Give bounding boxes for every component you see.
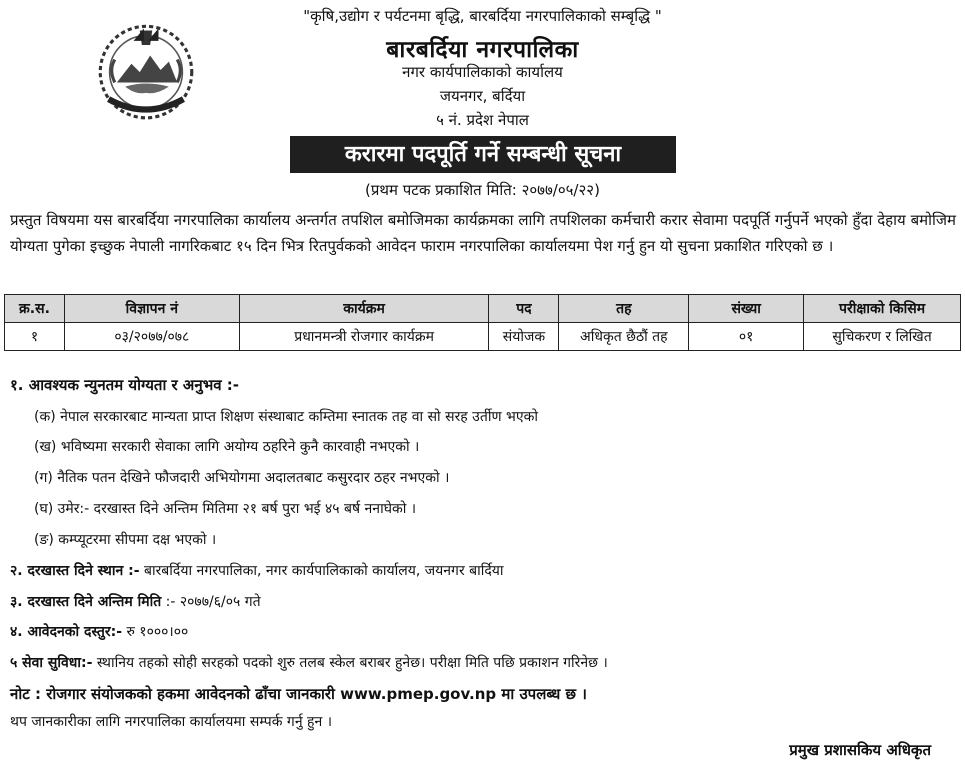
- requirement-item: (क) नेपाल सरकारबाट मान्यता प्राप्त शिक्षण संस्थाबाट कम्तिमा स्नातक तह वा सो सरह उर्तीण भएको: [34, 409, 538, 425]
- address: जयनगर, बर्दिया: [439, 87, 526, 105]
- province: ५ नं. प्रदेश नेपाल: [436, 111, 529, 129]
- application-fee-value: रु १०००।००: [122, 624, 189, 640]
- note: नोट : रोजगार संयोजकको हकमा आवेदनको ढाँचा जानकारी www.pmep.gov.np मा उपलब्ध छ ।: [10, 685, 587, 703]
- requirements-heading: १. आवश्यक न्युनतम योग्यता र अनुभव :-: [10, 376, 240, 394]
- requirement-item: (ङ) कम्प्यूटरमा सीपमा दक्ष भएको ।: [34, 532, 217, 548]
- service-facility-label: ५ सेवा सुविधा:-: [10, 655, 93, 671]
- intro-paragraph: प्रस्तुत विषयमा यस बारबर्दिया नगरपालिका कार्यालय अन्तर्गत तपशिल बमोजिमका कार्यक्रमका लागि तपशिलका कर्मचारी करार सेवामा पदपूर्ति गर्नुपर्ने भएको हुँदा देहाय बमोजिम योग्यता पुगेका इच्छुक नेपाली नागरिकबाट १५ दिन भित्र रितपुर्वकको आवेदन फाराम नगरपालिका कार्यालयमा पेश गर्नु हुन यो सुचना प्रकाशित गरिएको छ ।: [10, 211, 956, 255]
- service-facility: [10, 653, 608, 672]
- col-program: कार्यक्रम: [239, 295, 489, 323]
- signature: प्रमुख प्रशासकिय अधिकृत: [789, 741, 931, 759]
- col-post: पद: [489, 295, 559, 323]
- vacancy-table: [4, 294, 961, 351]
- slogan: "कृषि,उद्योग र पर्यटनमा बृद्धि, बारबर्दिया नगरपालिकाको सम्बृद्धि ": [303, 7, 662, 25]
- col-exam-type: परीक्षाको किसिम: [804, 295, 961, 323]
- cell-post: संयोजक: [489, 323, 559, 351]
- application-deadline-value: :- २०७७/६/०५ गते: [161, 594, 261, 610]
- service-facility-value: स्थानिय तहको सोही सरहको पदको शुरु तलब स्केल बराबर हुनेछ। परीक्षा मिति पछि प्रकाशन गरिनेछ ।: [92, 655, 608, 671]
- col-level: तह: [559, 295, 689, 323]
- cell-serial: १: [5, 323, 65, 351]
- requirement-item: (ख) भविष्यमा सरकारी सेवाका लागि अयोग्य ठहरिने कुनै कारवाही नभएको ।: [34, 439, 420, 455]
- cell-ad-number: ०३/२०७७/०७८: [64, 323, 239, 351]
- cell-program: प्रधानमन्त्री रोजगार कार्यक्रम: [239, 323, 489, 351]
- requirement-item: (ग) नैतिक पतन देखिने फौजदारी अभियोगमा अदालतबाट कसुरदार ठहर नभएको ।: [34, 470, 450, 486]
- office-name: नगर कार्यपालिकाको कार्यालय: [402, 63, 563, 81]
- application-fee: [10, 622, 188, 641]
- published-date: (प्रथम पटक प्रकाशित मिति: २०७७/०५/२२): [365, 181, 600, 199]
- requirement-item: (घ) उमेर:- दरखास्त दिने अन्तिम मितिमा २१ बर्ष पुरा भई ४५ बर्ष ननाघेको ।: [34, 501, 417, 517]
- application-place: [10, 561, 504, 580]
- contact-info: थप जानकारीका लागि नगरपालिका कार्यालयमा सम्पर्क गर्नु हुन ।: [10, 714, 332, 730]
- application-fee-label: ४. आवेदनको दस्तुर:-: [10, 624, 123, 640]
- table-header-row: [5, 295, 961, 323]
- col-count: संख्या: [689, 295, 804, 323]
- application-deadline: [10, 592, 261, 611]
- cell-level: अधिकृत छैठौं तह: [559, 323, 689, 351]
- cell-exam-type: सुचिकरण र लिखित: [804, 323, 961, 351]
- application-place-value: बारबर्दिया नगरपालिका, नगर कार्यपालिकाको कार्यालय, जयनगर बार्दिया: [139, 563, 504, 579]
- application-deadline-label: ३. दरखास्त दिने अन्तिम मिति: [10, 594, 162, 610]
- col-ad-number: विज्ञापन नं: [64, 295, 239, 323]
- application-place-label: २. दरखास्त दिने स्थान :-: [10, 563, 140, 579]
- org-name: बारबर्दिया नगरपालिका: [386, 37, 579, 63]
- notice-title: करारमा पदपूर्ति गर्ने सम्बन्धी सूचना: [290, 136, 676, 173]
- cell-count: ०१: [689, 323, 804, 351]
- table-row: [5, 323, 961, 351]
- col-serial: क्र.स.: [5, 295, 65, 323]
